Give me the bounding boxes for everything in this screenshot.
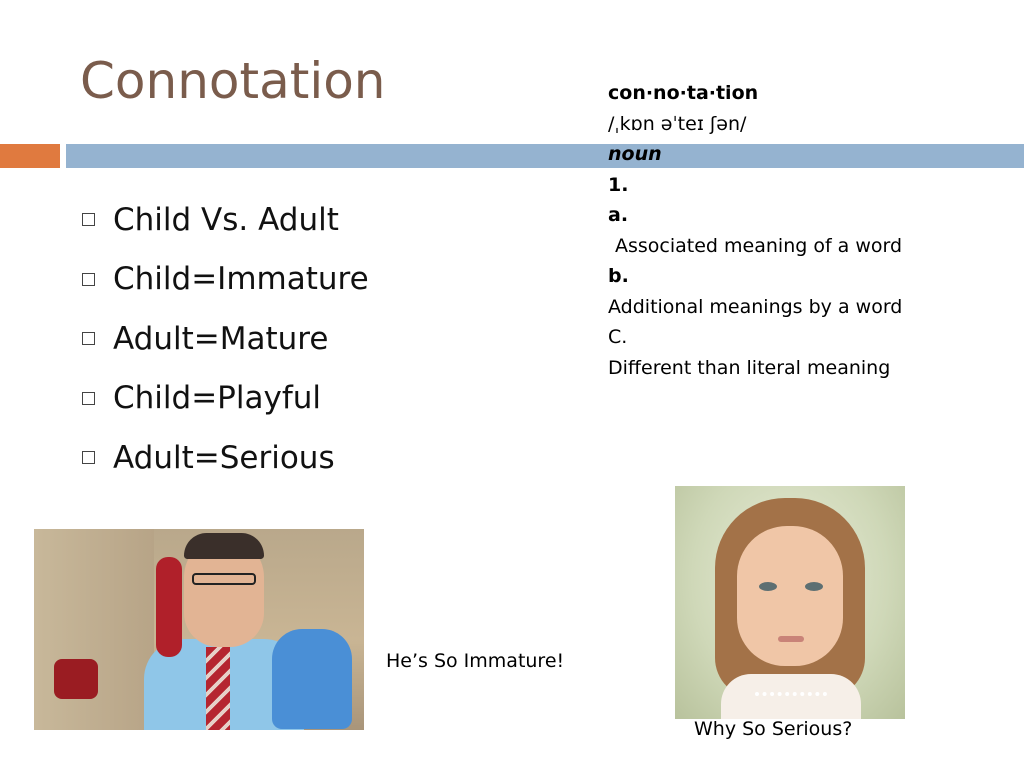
pearl-necklace <box>755 682 827 696</box>
bullet-text: Child=Immature <box>113 261 369 298</box>
photo-hair <box>184 533 264 559</box>
man-photo <box>34 529 364 730</box>
bullet-item <box>82 250 369 310</box>
glasses-icon <box>192 573 256 585</box>
eye-icon <box>805 582 823 591</box>
photo-shelf <box>34 529 154 730</box>
bullet-list <box>82 190 369 488</box>
bullet-text: Adult=Serious <box>113 439 335 476</box>
photo-dress <box>721 674 861 719</box>
definition-word: con·no·ta·tion <box>608 82 759 104</box>
girl-photo <box>675 486 905 719</box>
bullet-item <box>82 190 369 250</box>
photo-face <box>737 526 843 666</box>
definition-pronunciation: /ˌkɒn əˈteɪ ʃən/ <box>608 112 747 135</box>
definition-sense-c-text: Different than literal meaning <box>608 356 891 379</box>
man-caption: He’s So Immature! <box>386 650 565 672</box>
sock-puppet <box>272 629 352 729</box>
desk-phone-icon <box>54 659 98 699</box>
definition-sense-number: 1. <box>608 173 629 196</box>
definition-sense-b-label: b. <box>608 265 629 287</box>
bullet-item <box>82 309 369 369</box>
bullet-text: Child=Playful <box>113 380 321 417</box>
mouth-icon <box>778 636 804 642</box>
bullet-box-icon <box>82 273 95 286</box>
girl-caption: Why So Serious? <box>694 718 853 740</box>
bullet-box-icon <box>82 213 95 226</box>
definition-sense-c-label: C. <box>608 326 628 348</box>
photo-tie <box>206 647 230 730</box>
bullet-box-icon <box>82 332 95 345</box>
definition-part-of-speech: noun <box>608 143 662 165</box>
bullet-box-icon <box>82 451 95 464</box>
bullet-text: Adult=Mature <box>113 320 329 357</box>
definition-sense-b-text: Additional meanings by a word <box>608 295 903 318</box>
phone-receiver-icon <box>156 557 182 657</box>
bullet-item <box>82 428 369 488</box>
dictionary-definition <box>608 78 902 383</box>
definition-sense-a-label: a. <box>608 204 629 226</box>
eye-icon <box>759 582 777 591</box>
slide-title: Connotation <box>80 52 386 110</box>
bullet-item <box>82 369 369 429</box>
definition-sense-a-text: Associated meaning of a word <box>615 234 903 257</box>
accent-bar-orange <box>0 144 60 168</box>
bullet-box-icon <box>82 392 95 405</box>
bullet-text: Child Vs. Adult <box>113 201 339 238</box>
